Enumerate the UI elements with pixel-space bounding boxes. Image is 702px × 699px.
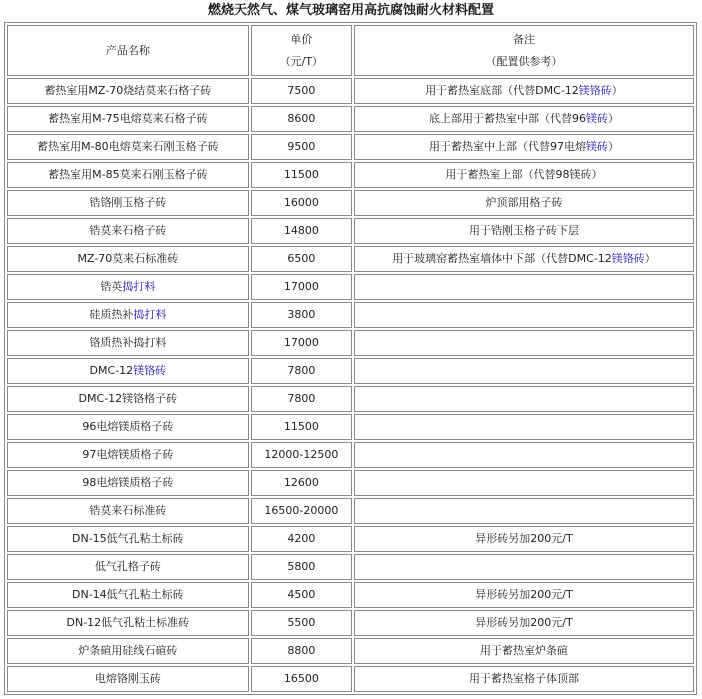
- product-name: 锆莫来石标准砖: [89, 504, 167, 517]
- product-name: MZ-70莫来石标准砖: [77, 252, 179, 265]
- product-name-cell: [7, 106, 249, 132]
- remarks-text: 用于蓄热室底部（代替DMC-12: [425, 84, 579, 97]
- table-row: [7, 442, 694, 468]
- product-name: 铬质热补捣打料: [89, 336, 167, 349]
- table-row: [7, 190, 694, 216]
- product-name-link[interactable]: 捣打料: [122, 280, 156, 293]
- remarks-cell: [354, 106, 694, 132]
- unit-price: 4200: [287, 532, 316, 545]
- unit-price-cell: [251, 386, 352, 412]
- product-name-cell: [7, 218, 249, 244]
- product-name: DMC-12镁铬格子砖: [78, 392, 178, 405]
- product-name: DMC-12: [89, 364, 134, 377]
- remarks-cell: [354, 414, 694, 440]
- remarks-text: 用于玻璃窑蓄热室墙体中下部（代替DMC-12: [392, 252, 612, 265]
- remarks-link[interactable]: 镁砖: [585, 140, 608, 153]
- remarks-text: 用于蓄热室炉条碹: [479, 644, 568, 657]
- unit-price: 11500: [283, 168, 319, 181]
- unit-price-cell: [251, 246, 352, 272]
- product-name: 锆英: [100, 280, 123, 293]
- product-name-cell: [7, 470, 249, 496]
- unit-price-cell: [251, 498, 352, 524]
- table-row: [7, 582, 694, 608]
- product-name-cell: [7, 582, 249, 608]
- product-name: 98电熔镁质格子砖: [82, 476, 174, 489]
- product-name: 蓄热室用M-80电熔莫来石刚玉格子砖: [37, 140, 219, 153]
- header-remarks: [354, 25, 694, 76]
- unit-price-cell: [251, 610, 352, 636]
- product-name-cell: [7, 246, 249, 272]
- product-name: 低气孔格子砖: [94, 560, 161, 573]
- unit-price-cell: [251, 666, 352, 692]
- product-name-cell: [7, 358, 249, 384]
- unit-price: 7800: [287, 392, 316, 405]
- table-row: [7, 498, 694, 524]
- price-table: [4, 22, 697, 695]
- product-name-cell: [7, 414, 249, 440]
- product-name: 电熔铬刚玉砖: [94, 672, 161, 685]
- product-name-cell: [7, 554, 249, 580]
- remarks-text: 异形砖另加200元/T: [475, 532, 573, 545]
- product-name-cell: [7, 386, 249, 412]
- unit-price: 7500: [287, 84, 316, 97]
- product-name: 96电熔镁质格子砖: [82, 420, 174, 433]
- table-row: [7, 414, 694, 440]
- unit-price: 8800: [287, 644, 316, 657]
- unit-price-cell: [251, 582, 352, 608]
- remarks-cell: [354, 610, 694, 636]
- unit-price-cell: [251, 78, 352, 104]
- unit-price-cell: [251, 470, 352, 496]
- remarks-text: 用于锆刚玉格子砖下层: [468, 224, 579, 237]
- unit-price-cell: [251, 414, 352, 440]
- header-product-name-label: 产品名称: [105, 43, 150, 57]
- header-remarks-label: 备注: [512, 32, 535, 46]
- product-name-link[interactable]: 镁铬砖: [133, 364, 167, 377]
- remarks-cell: [354, 330, 694, 356]
- unit-price-cell: [251, 162, 352, 188]
- remarks-cell: [354, 302, 694, 328]
- table-row: [7, 134, 694, 160]
- table-row: [7, 106, 694, 132]
- unit-price: 16000: [283, 196, 319, 209]
- unit-price-cell: [251, 134, 352, 160]
- unit-price-cell: [251, 638, 352, 664]
- table-row: [7, 666, 694, 692]
- product-name-cell: [7, 330, 249, 356]
- product-name-cell: [7, 162, 249, 188]
- remarks-link[interactable]: 镁铬砖: [578, 84, 612, 97]
- unit-price: 17000: [283, 336, 319, 349]
- table-row: [7, 330, 694, 356]
- remarks-cell: [354, 470, 694, 496]
- table-row: [7, 78, 694, 104]
- unit-price-cell: [251, 526, 352, 552]
- remarks-text: 底上部用于蓄热室中部（代替96: [428, 112, 586, 125]
- remarks-text-end: ）: [607, 112, 619, 125]
- table-row: [7, 610, 694, 636]
- unit-price: 8600: [287, 112, 316, 125]
- remarks-text-end: ）: [611, 84, 623, 97]
- header-row: [7, 25, 694, 76]
- product-name: 蓄热室用M-85莫来石刚玉格子砖: [48, 168, 208, 181]
- unit-price-cell: [251, 442, 352, 468]
- unit-price-cell: [251, 302, 352, 328]
- unit-price: 17000: [283, 280, 319, 293]
- unit-price: 4500: [287, 588, 316, 601]
- product-name-cell: [7, 666, 249, 692]
- remarks-cell: [354, 386, 694, 412]
- remarks-text: 异形砖另加200元/T: [475, 588, 573, 601]
- header-unit-price: [251, 25, 352, 76]
- unit-price-cell: [251, 274, 352, 300]
- unit-price: 5800: [287, 560, 316, 573]
- table-row: [7, 218, 694, 244]
- product-name: DN-14低气孔粘土标砖: [72, 588, 184, 601]
- unit-price: 7800: [287, 364, 316, 377]
- product-name: 炉条碹用硅线石碹砖: [78, 644, 178, 657]
- header-unit-price-label: 单价: [290, 32, 313, 46]
- product-name-link[interactable]: 捣打料: [133, 308, 167, 321]
- remarks-cell: [354, 554, 694, 580]
- remarks-cell: [354, 442, 694, 468]
- remarks-text-end: ）: [644, 252, 656, 265]
- remarks-cell: [354, 358, 694, 384]
- unit-price: 12600: [283, 476, 319, 489]
- product-name: 蓄热室用MZ-70烧结莫来石格子砖: [44, 84, 212, 97]
- table-row: [7, 162, 694, 188]
- unit-price-cell: [251, 106, 352, 132]
- remarks-cell: [354, 218, 694, 244]
- unit-price: 16500-20000: [264, 504, 339, 517]
- unit-price: 3800: [287, 308, 316, 321]
- product-name: 97电熔镁质格子砖: [82, 448, 174, 461]
- product-name-cell: [7, 526, 249, 552]
- unit-price: 14800: [283, 224, 319, 237]
- header-product-name: [7, 25, 249, 76]
- unit-price: 9500: [287, 140, 316, 153]
- product-name: 锆莫来石格子砖: [89, 224, 167, 237]
- table-row: [7, 386, 694, 412]
- product-name-cell: [7, 302, 249, 328]
- remarks-cell: [354, 582, 694, 608]
- remarks-cell: [354, 638, 694, 664]
- unit-price-cell: [251, 218, 352, 244]
- unit-price-cell: [251, 554, 352, 580]
- document-title: 燃烧天然气、煤气玻璃窑用高抗腐蚀耐火材料配置: [207, 3, 494, 18]
- product-name: 蓄热室用M-75电熔莫来石格子砖: [48, 112, 208, 125]
- unit-price: 16500: [283, 672, 319, 685]
- unit-price-cell: [251, 358, 352, 384]
- remarks-cell: [354, 274, 694, 300]
- product-name-cell: [7, 274, 249, 300]
- remarks-text: 异形砖另加200元/T: [475, 616, 573, 629]
- product-name: 锆铬刚玉格子砖: [89, 196, 167, 209]
- remarks-cell: [354, 162, 694, 188]
- unit-price: 11500: [283, 420, 319, 433]
- table-row: [7, 358, 694, 384]
- remarks-cell: [354, 134, 694, 160]
- remarks-cell: [354, 526, 694, 552]
- product-name: 硅质热补: [89, 308, 134, 321]
- remarks-cell: [354, 246, 694, 272]
- remarks-text: 用于蓄热室上部（代替98镁砖）: [445, 168, 603, 181]
- header-unit-price-unit: （元/T）: [279, 54, 324, 68]
- table-row: [7, 638, 694, 664]
- remarks-link[interactable]: 镁砖: [585, 112, 608, 125]
- table-row: [7, 554, 694, 580]
- table-row: [7, 302, 694, 328]
- product-name-cell: [7, 78, 249, 104]
- remarks-cell: [354, 78, 694, 104]
- product-name-cell: [7, 190, 249, 216]
- remarks-text: 炉顶部用格子砖: [485, 196, 563, 209]
- remarks-text: 用于蓄热室格子体顶部: [468, 672, 579, 685]
- product-name-cell: [7, 442, 249, 468]
- unit-price: 5500: [287, 616, 316, 629]
- table-row: [7, 274, 694, 300]
- unit-price-cell: [251, 190, 352, 216]
- product-name-cell: [7, 134, 249, 160]
- remarks-cell: [354, 498, 694, 524]
- remarks-text-end: ）: [607, 140, 619, 153]
- table-row: [7, 470, 694, 496]
- product-name-cell: [7, 498, 249, 524]
- table-row: [7, 246, 694, 272]
- header-remarks-sub: （配置供参考）: [485, 54, 563, 68]
- remarks-text: 用于蓄热室中上部（代替97电熔: [428, 140, 586, 153]
- unit-price: 12000-12500: [264, 448, 339, 461]
- remarks-cell: [354, 666, 694, 692]
- product-name-cell: [7, 610, 249, 636]
- product-name: DN-12低气孔粘土标准砖: [66, 616, 190, 629]
- remarks-link[interactable]: 镁铬砖: [611, 252, 645, 265]
- product-name: DN-15低气孔粘土标砖: [72, 532, 184, 545]
- unit-price: 6500: [287, 252, 316, 265]
- unit-price-cell: [251, 330, 352, 356]
- remarks-cell: [354, 190, 694, 216]
- table-row: [7, 526, 694, 552]
- product-name-cell: [7, 638, 249, 664]
